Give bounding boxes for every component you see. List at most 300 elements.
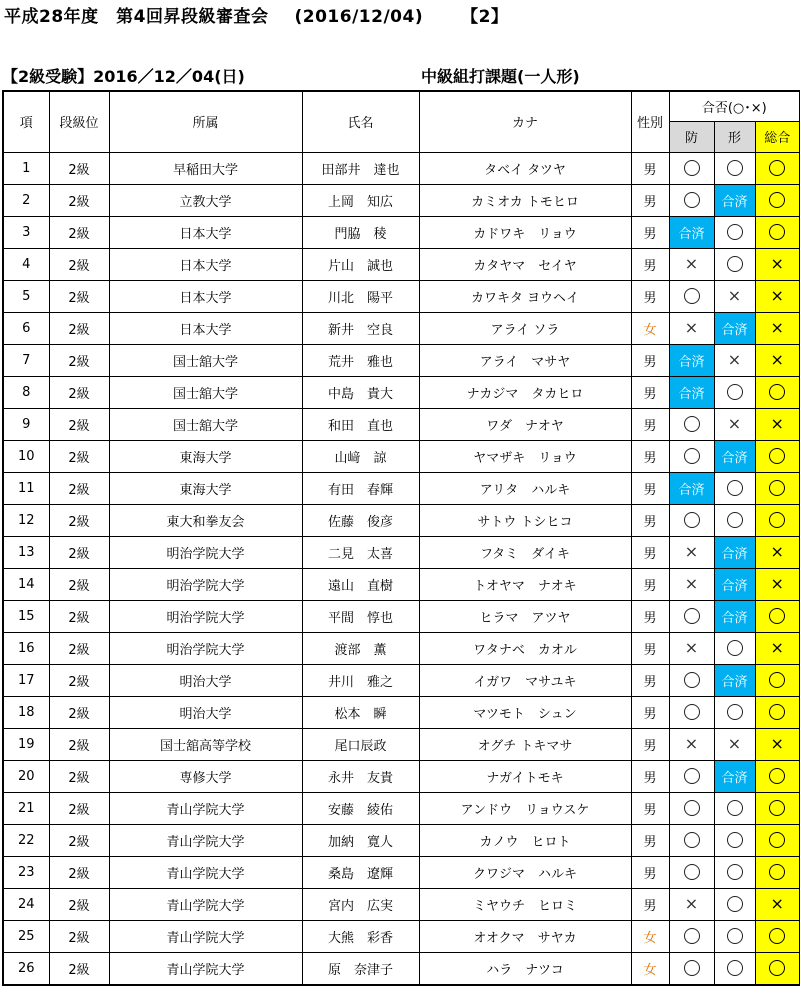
cell-kana: ミヤウチ ヒロミ	[419, 888, 631, 920]
cell-kata: 合済	[714, 312, 755, 344]
cell-no: 20	[3, 760, 49, 792]
cell-total	[755, 728, 800, 760]
cell-no: 3	[3, 216, 49, 248]
cell-kana: カタヤマ セイヤ	[419, 248, 631, 280]
cell-kata	[714, 696, 755, 728]
results-body	[3, 152, 800, 985]
cell-total	[755, 600, 800, 632]
cell-school: 明治学院大学	[109, 600, 302, 632]
cross-mark: ×	[770, 542, 784, 561]
cell-rank: 2級	[49, 664, 109, 696]
col-header-kana: カナ	[419, 91, 631, 152]
cell-name: 平間 惇也	[302, 600, 419, 632]
cell-no: 10	[3, 440, 49, 472]
table-row	[3, 920, 800, 952]
cell-name: 和田 直也	[302, 408, 419, 440]
cell-rank: 2級	[49, 632, 109, 664]
cell-kata	[714, 792, 755, 824]
circle-mark	[727, 640, 743, 656]
cell-total	[755, 824, 800, 856]
cell-school: 日本大学	[109, 312, 302, 344]
cell-kana: ワダ ナオヤ	[419, 408, 631, 440]
cell-sex: 男	[631, 344, 669, 376]
cell-kana: ハラ ナツコ	[419, 952, 631, 985]
cell-rank: 2級	[49, 760, 109, 792]
cell-name: 井川 雅之	[302, 664, 419, 696]
cell-name: 中島 貴大	[302, 376, 419, 408]
table-row	[3, 792, 800, 824]
circle-mark	[769, 928, 785, 944]
cell-sex: 男	[631, 376, 669, 408]
cell-school: 青山学院大学	[109, 888, 302, 920]
cross-mark: ×	[770, 638, 784, 657]
table-row	[3, 696, 800, 728]
cross-mark: ×	[770, 254, 784, 273]
cell-name: 加納 寛人	[302, 824, 419, 856]
cell-school: 明治大学	[109, 696, 302, 728]
cell-sex: 男	[631, 760, 669, 792]
cell-kata	[714, 152, 755, 184]
document-title	[4, 2, 508, 27]
cell-rank: 2級	[49, 184, 109, 216]
cross-mark: ×	[770, 894, 784, 913]
circle-mark	[684, 416, 700, 432]
cell-rank: 2級	[49, 952, 109, 985]
cell-school: 日本大学	[109, 216, 302, 248]
col-header-pass-group: 合否(○･×)	[669, 91, 800, 121]
cell-sex: 男	[631, 280, 669, 312]
circle-mark	[727, 256, 743, 272]
cell-bo	[669, 792, 714, 824]
cell-no: 11	[3, 472, 49, 504]
circle-mark	[684, 704, 700, 720]
cell-sex: 男	[631, 440, 669, 472]
table-row	[3, 536, 800, 568]
cell-rank: 2級	[49, 504, 109, 536]
cell-sex: 男	[631, 152, 669, 184]
cell-bo	[669, 440, 714, 472]
cross-mark: ×	[684, 542, 699, 561]
cell-kata	[714, 856, 755, 888]
cell-rank: 2級	[49, 344, 109, 376]
cross-mark: ×	[684, 734, 699, 753]
exam-subject: 中級組打課題(一人形)	[421, 67, 580, 86]
circle-mark	[684, 768, 700, 784]
circle-mark	[684, 160, 700, 176]
circle-mark	[684, 928, 700, 944]
cell-kata: 合済	[714, 184, 755, 216]
cell-total	[755, 472, 800, 504]
cross-mark: ×	[684, 638, 699, 657]
cell-sex: 男	[631, 472, 669, 504]
cross-mark: ×	[727, 734, 742, 753]
cell-kana: ヤマザキ リョウ	[419, 440, 631, 472]
cell-no: 17	[3, 664, 49, 696]
cell-rank: 2級	[49, 440, 109, 472]
cell-rank: 2級	[49, 280, 109, 312]
cell-sex: 男	[631, 408, 669, 440]
cell-school: 東海大学	[109, 472, 302, 504]
cell-no: 4	[3, 248, 49, 280]
cell-no: 8	[3, 376, 49, 408]
cross-mark: ×	[770, 414, 784, 433]
circle-mark	[769, 480, 785, 496]
circle-mark	[769, 192, 785, 208]
cell-kana: アライ ソラ	[419, 312, 631, 344]
table-row	[3, 440, 800, 472]
circle-mark	[769, 704, 785, 720]
cell-name: 宮内 広実	[302, 888, 419, 920]
cell-kata: 合済	[714, 600, 755, 632]
table-row	[3, 856, 800, 888]
circle-mark	[727, 960, 743, 976]
cell-sex: 男	[631, 248, 669, 280]
circle-mark	[769, 960, 785, 976]
cell-bo	[669, 280, 714, 312]
cell-total	[755, 344, 800, 376]
col-header-total: 総合	[755, 121, 800, 152]
cell-no: 12	[3, 504, 49, 536]
cell-no: 16	[3, 632, 49, 664]
cell-rank: 2級	[49, 408, 109, 440]
cell-total	[755, 664, 800, 696]
cell-school: 青山学院大学	[109, 792, 302, 824]
cell-kata	[714, 504, 755, 536]
cell-total	[755, 312, 800, 344]
cell-bo	[669, 920, 714, 952]
cell-no: 19	[3, 728, 49, 760]
circle-mark	[727, 480, 743, 496]
cell-bo: 合済	[669, 344, 714, 376]
cell-name: 遠山 直樹	[302, 568, 419, 600]
cell-name: 大熊 彩香	[302, 920, 419, 952]
exam-subtitle: 【2級受験】2016／12／04(日)	[2, 67, 245, 86]
cell-no: 6	[3, 312, 49, 344]
cell-total	[755, 920, 800, 952]
title-part: 【2】	[461, 7, 509, 27]
cell-kata: 合済	[714, 664, 755, 696]
cell-bo	[669, 312, 714, 344]
cell-name: 荒井 雅也	[302, 344, 419, 376]
cell-school: 青山学院大学	[109, 952, 302, 985]
table-row	[3, 888, 800, 920]
table-row	[3, 824, 800, 856]
cell-name: 新井 空良	[302, 312, 419, 344]
circle-mark	[684, 448, 700, 464]
cell-sex: 男	[631, 632, 669, 664]
cell-bo	[669, 152, 714, 184]
cell-sex: 男	[631, 600, 669, 632]
cell-kana: ワタナベ カオル	[419, 632, 631, 664]
cell-name: 渡部 薫	[302, 632, 419, 664]
cell-rank: 2級	[49, 824, 109, 856]
cell-school: 東大和拳友会	[109, 504, 302, 536]
cell-school: 明治学院大学	[109, 536, 302, 568]
cell-name: 佐藤 俊彦	[302, 504, 419, 536]
cell-name: 桑島 遼輝	[302, 856, 419, 888]
cell-school: 明治学院大学	[109, 568, 302, 600]
circle-mark	[727, 224, 743, 240]
cell-kana: アライ マサヤ	[419, 344, 631, 376]
cell-name: 田部井 達也	[302, 152, 419, 184]
cell-kata: 合済	[714, 760, 755, 792]
circle-mark	[769, 672, 785, 688]
cell-rank: 2級	[49, 312, 109, 344]
cell-sex: 男	[631, 216, 669, 248]
cell-rank: 2級	[49, 376, 109, 408]
cell-name: 山﨑 諒	[302, 440, 419, 472]
cell-kata	[714, 472, 755, 504]
cell-bo	[669, 504, 714, 536]
cell-kana: アリタ ハルキ	[419, 472, 631, 504]
cell-total	[755, 952, 800, 985]
cell-name: 永井 友貴	[302, 760, 419, 792]
cross-mark: ×	[770, 318, 784, 337]
cross-mark: ×	[684, 894, 699, 913]
cell-rank: 2級	[49, 792, 109, 824]
circle-mark	[727, 928, 743, 944]
cross-mark: ×	[770, 350, 784, 369]
cell-rank: 2級	[49, 248, 109, 280]
cell-school: 立教大学	[109, 184, 302, 216]
circle-mark	[684, 832, 700, 848]
cell-kana: カドワキ リョウ	[419, 216, 631, 248]
cross-mark: ×	[770, 574, 784, 593]
circle-mark	[684, 288, 700, 304]
cell-name: 原 奈津子	[302, 952, 419, 985]
table-row	[3, 952, 800, 985]
cell-sex: 男	[631, 504, 669, 536]
cell-rank: 2級	[49, 920, 109, 952]
circle-mark	[769, 448, 785, 464]
table-row	[3, 216, 800, 248]
cell-sex: 男	[631, 664, 669, 696]
cell-sex: 男	[631, 888, 669, 920]
cell-sex: 男	[631, 856, 669, 888]
cell-kata	[714, 216, 755, 248]
cell-no: 1	[3, 152, 49, 184]
circle-mark	[769, 512, 785, 528]
cell-kata	[714, 920, 755, 952]
cell-total	[755, 440, 800, 472]
cell-total	[755, 248, 800, 280]
circle-mark	[727, 384, 743, 400]
col-header-no: 項	[3, 91, 49, 152]
cell-bo: 合済	[669, 472, 714, 504]
table-row	[3, 280, 800, 312]
cell-bo	[669, 856, 714, 888]
cell-sex: 女	[631, 920, 669, 952]
cell-kata	[714, 376, 755, 408]
cell-kata: 合済	[714, 440, 755, 472]
cell-school: 早稲田大学	[109, 152, 302, 184]
cell-sex: 男	[631, 824, 669, 856]
cell-sex: 男	[631, 568, 669, 600]
cell-school: 国士舘高等学校	[109, 728, 302, 760]
cell-rank: 2級	[49, 216, 109, 248]
circle-mark	[727, 800, 743, 816]
cell-school: 青山学院大学	[109, 856, 302, 888]
cell-total	[755, 280, 800, 312]
circle-mark	[684, 512, 700, 528]
cell-total	[755, 568, 800, 600]
cell-school: 日本大学	[109, 248, 302, 280]
cell-name: 片山 誠也	[302, 248, 419, 280]
table-row	[3, 600, 800, 632]
cell-bo	[669, 568, 714, 600]
table-row	[3, 408, 800, 440]
cell-kata	[714, 728, 755, 760]
cell-school: 東海大学	[109, 440, 302, 472]
cell-name: 門脇 稜	[302, 216, 419, 248]
col-header-kata: 形	[714, 121, 755, 152]
cell-kana: ナカジマ タカヒロ	[419, 376, 631, 408]
cell-total	[755, 152, 800, 184]
cell-no: 14	[3, 568, 49, 600]
cell-total	[755, 408, 800, 440]
circle-mark	[684, 800, 700, 816]
circle-mark	[727, 864, 743, 880]
cell-kata	[714, 952, 755, 985]
cell-bo	[669, 184, 714, 216]
cell-kana: オグチ トキマサ	[419, 728, 631, 760]
cell-no: 7	[3, 344, 49, 376]
cell-bo	[669, 408, 714, 440]
circle-mark	[684, 672, 700, 688]
cross-mark: ×	[727, 286, 742, 305]
cell-school: 明治大学	[109, 664, 302, 696]
cell-name: 安藤 綾佑	[302, 792, 419, 824]
title-date: (2016/12/04)	[294, 7, 424, 27]
cell-kana: カノウ ヒロト	[419, 824, 631, 856]
cell-bo	[669, 760, 714, 792]
cell-bo	[669, 600, 714, 632]
cell-school: 明治学院大学	[109, 632, 302, 664]
cell-sex: 男	[631, 696, 669, 728]
cell-kana: トオヤマ ナオキ	[419, 568, 631, 600]
cell-total	[755, 536, 800, 568]
circle-mark	[727, 896, 743, 912]
cell-kata	[714, 888, 755, 920]
cell-kana: マツモト シュン	[419, 696, 631, 728]
cell-bo: 合済	[669, 216, 714, 248]
cell-no: 9	[3, 408, 49, 440]
cell-kata: 合済	[714, 536, 755, 568]
circle-mark	[769, 832, 785, 848]
cell-kata	[714, 632, 755, 664]
cell-bo	[669, 248, 714, 280]
circle-mark	[769, 384, 785, 400]
cell-kata: 合済	[714, 568, 755, 600]
circle-mark	[727, 704, 743, 720]
cell-kana: カミオカ トモヒロ	[419, 184, 631, 216]
cell-rank: 2級	[49, 888, 109, 920]
table-row	[3, 728, 800, 760]
cell-name: 尾口辰政	[302, 728, 419, 760]
cross-mark: ×	[770, 734, 784, 753]
table-row	[3, 504, 800, 536]
circle-mark	[727, 512, 743, 528]
cell-rank: 2級	[49, 696, 109, 728]
cell-school: 国士舘大学	[109, 408, 302, 440]
table-row	[3, 184, 800, 216]
table-row	[3, 152, 800, 184]
cell-school: 国士舘大学	[109, 344, 302, 376]
cell-rank: 2級	[49, 536, 109, 568]
table-row	[3, 664, 800, 696]
cell-rank: 2級	[49, 600, 109, 632]
table-row	[3, 472, 800, 504]
cell-kana: カワキタ ヨウヘイ	[419, 280, 631, 312]
circle-mark	[727, 832, 743, 848]
cell-no: 15	[3, 600, 49, 632]
cell-total	[755, 856, 800, 888]
cross-mark: ×	[684, 318, 699, 337]
cell-sex: 男	[631, 536, 669, 568]
circle-mark	[769, 768, 785, 784]
circle-mark	[769, 160, 785, 176]
cell-bo	[669, 888, 714, 920]
circle-mark	[684, 864, 700, 880]
circle-mark	[684, 608, 700, 624]
cell-rank: 2級	[49, 472, 109, 504]
cell-total	[755, 760, 800, 792]
results-table	[2, 90, 800, 986]
cell-no: 13	[3, 536, 49, 568]
circle-mark	[769, 608, 785, 624]
cell-no: 18	[3, 696, 49, 728]
cell-name: 上岡 知広	[302, 184, 419, 216]
table-row	[3, 248, 800, 280]
cell-rank: 2級	[49, 568, 109, 600]
table-row	[3, 632, 800, 664]
cell-bo	[669, 536, 714, 568]
cell-no: 24	[3, 888, 49, 920]
cell-name: 有田 春輝	[302, 472, 419, 504]
table-row	[3, 376, 800, 408]
cell-school: 日本大学	[109, 280, 302, 312]
circle-mark	[727, 160, 743, 176]
cell-bo	[669, 728, 714, 760]
cross-mark: ×	[727, 414, 742, 433]
cell-no: 2	[3, 184, 49, 216]
cell-total	[755, 504, 800, 536]
cell-bo	[669, 824, 714, 856]
cell-sex: 女	[631, 312, 669, 344]
cell-kana: サトウ トシヒコ	[419, 504, 631, 536]
cell-rank: 2級	[49, 856, 109, 888]
cell-sex: 男	[631, 792, 669, 824]
cell-total	[755, 696, 800, 728]
cell-school: 国士舘大学	[109, 376, 302, 408]
cell-kana: イガワ マサユキ	[419, 664, 631, 696]
cell-total	[755, 888, 800, 920]
cell-kana: フタミ ダイキ	[419, 536, 631, 568]
cell-bo	[669, 664, 714, 696]
cell-total	[755, 184, 800, 216]
circle-mark	[769, 224, 785, 240]
cell-no: 22	[3, 824, 49, 856]
cell-kata	[714, 248, 755, 280]
circle-mark	[684, 960, 700, 976]
cell-name: 松本 瞬	[302, 696, 419, 728]
cell-name: 二見 太喜	[302, 536, 419, 568]
cell-total	[755, 216, 800, 248]
cell-name: 川北 陽平	[302, 280, 419, 312]
cross-mark: ×	[727, 350, 742, 369]
col-header-school: 所属	[109, 91, 302, 152]
cell-sex: 男	[631, 728, 669, 760]
